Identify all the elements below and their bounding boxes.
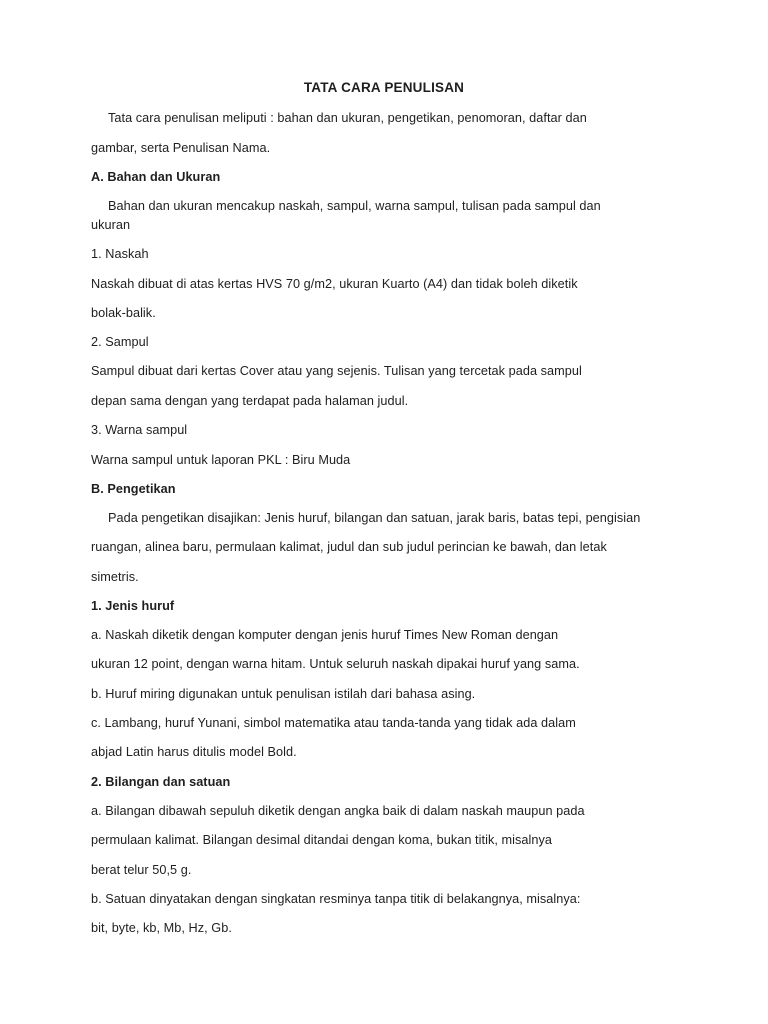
intro-line-1: Tata cara penulisan meliputi : bahan dan ukuran, pengetikan, penomoran, daftar dan <box>108 111 587 125</box>
naskah-line-2: bolak-balik. <box>91 306 156 320</box>
section-b-desc-line-1: Pada pengetikan disajikan: Jenis huruf, bilangan dan satuan, jarak baris, batas tepi, pengisian <box>108 511 641 525</box>
bilangan-a-line-3: berat telur 50,5 g. <box>91 863 192 877</box>
section-b-desc-line-2: ruangan, alinea baru, permulaan kalimat, judul dan sub judul perincian ke bawah, dan letak <box>91 540 607 554</box>
sampul-line-1: Sampul dibuat dari kertas Cover atau yang sejenis. Tulisan yang tercetak pada sampul <box>91 364 582 378</box>
naskah-line-1: Naskah dibuat di atas kertas HVS 70 g/m2, ukuran Kuarto (A4) dan tidak boleh diketik <box>91 277 578 291</box>
section-a-desc-line-1: Bahan dan ukuran mencakup naskah, sampul, warna sampul, tulisan pada sampul dan <box>108 199 601 213</box>
sampul-line-2: depan sama dengan yang terdapat pada halaman judul. <box>91 394 409 408</box>
warna-sampul-line-1: Warna sampul untuk laporan PKL : Biru Muda <box>91 453 351 467</box>
section-a-desc-line-2: ukuran <box>91 218 131 232</box>
document-title: TATA CARA PENULISAN <box>303 80 465 95</box>
jenis-huruf-heading: 1. Jenis huruf <box>91 599 175 613</box>
jenis-huruf-c-line-1: c. Lambang, huruf Yunani, simbol matematika atau tanda-tanda yang tidak ada dalam <box>91 716 576 730</box>
warna-sampul-heading: 3. Warna sampul <box>91 423 188 437</box>
section-a-heading: A. Bahan dan Ukuran <box>91 170 221 184</box>
intro-line-2: gambar, serta Penulisan Nama. <box>91 141 271 155</box>
bilangan-a-line-1: a. Bilangan dibawah sepuluh diketik dengan angka baik di dalam naskah maupun pada <box>91 804 585 818</box>
sampul-heading: 2. Sampul <box>91 335 149 349</box>
jenis-huruf-a-line-2: ukuran 12 point, dengan warna hitam. Untuk seluruh naskah dipakai huruf yang sama. <box>91 657 580 671</box>
jenis-huruf-a-line-1: a. Naskah diketik dengan komputer dengan jenis huruf Times New Roman dengan <box>91 628 559 642</box>
jenis-huruf-b-line-1: b. Huruf miring digunakan untuk penulisan istilah dari bahasa asing. <box>91 687 476 701</box>
satuan-b-line-2: bit, byte, kb, Mb, Hz, Gb. <box>91 921 232 935</box>
bilangan-a-line-2: permulaan kalimat. Bilangan desimal ditandai dengan koma, bukan titik, misalnya <box>91 833 552 847</box>
naskah-heading: 1. Naskah <box>91 247 149 261</box>
section-b-desc-line-3: simetris. <box>91 570 139 584</box>
bilangan-satuan-heading: 2. Bilangan dan satuan <box>91 775 231 789</box>
section-b-heading: B. Pengetikan <box>91 482 176 496</box>
jenis-huruf-c-line-2: abjad Latin harus ditulis model Bold. <box>91 745 297 759</box>
satuan-b-line-1: b. Satuan dinyatakan dengan singkatan resminya tanpa titik di belakangnya, misalnya: <box>91 892 581 906</box>
